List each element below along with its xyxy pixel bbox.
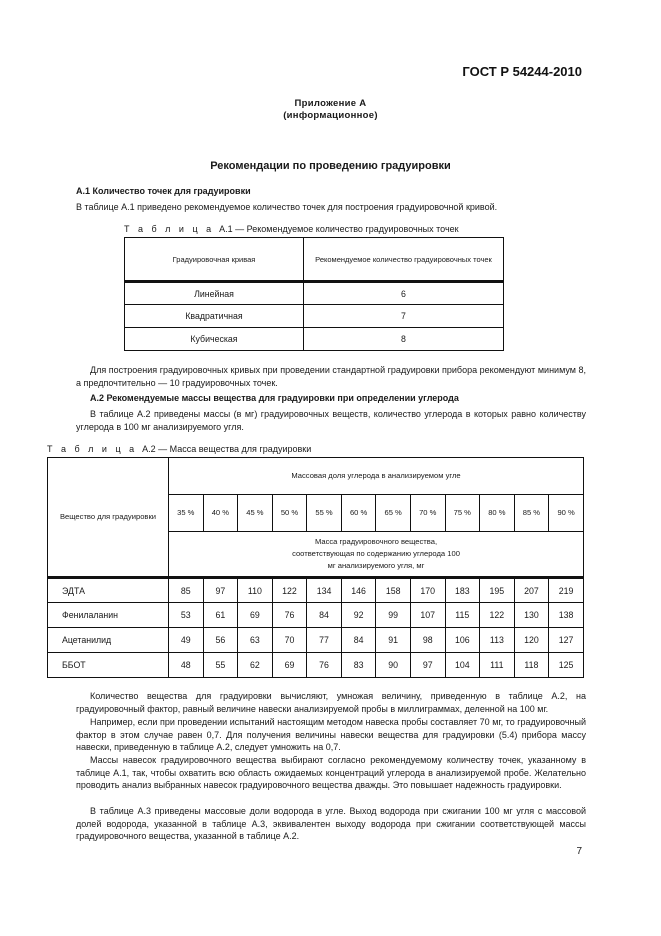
cell: 97	[410, 653, 445, 678]
substance-name: Фенилаланин	[48, 603, 169, 628]
cell: 69	[238, 603, 273, 628]
table-row	[125, 305, 504, 328]
percent-col: 35 %	[169, 495, 204, 532]
percent-col: 50 %	[272, 495, 307, 532]
appendix-subtitle: (информационное)	[283, 110, 378, 121]
percent-col: 55 %	[307, 495, 342, 532]
cell: 62	[238, 653, 273, 678]
cell: 76	[307, 653, 342, 678]
cell: 63	[238, 628, 273, 653]
percent-col: 90 %	[549, 495, 584, 532]
table-a1-curve: Линейная	[125, 282, 304, 305]
cell: 76	[272, 603, 307, 628]
document-code: ГОСТ Р 54244-2010	[462, 64, 582, 79]
table-a1-caption-text: А.1 — Рекомендуемое количество градуировочных точек	[219, 224, 459, 234]
table-a2	[47, 457, 584, 678]
cell: 115	[445, 603, 480, 628]
cell: 120	[514, 628, 549, 653]
cell: 69	[272, 653, 307, 678]
substance-name: ББОТ	[48, 653, 169, 678]
cell: 70	[272, 628, 307, 653]
paragraph-hydrogen: В таблице А.3 приведены массовые доли водорода в угле. Выход водорода при сжигании 100 мг угля с массовой долей водорода, указанной в таблице А.3, эквивалентен выходу водорода при сжигании соответствующей массы градуировочного вещества, указанной в таблице А.2.	[76, 806, 586, 842]
cell: 92	[341, 603, 376, 628]
percent-col: 75 %	[445, 495, 480, 532]
cell: 170	[410, 578, 445, 603]
section-a1-intro: В таблице А.1 приведено рекомендуемое количество точек для построения градуировочной кривой.	[76, 202, 498, 212]
cell: 134	[307, 578, 342, 603]
cell: 110	[238, 578, 273, 603]
table-a2-caption	[47, 444, 311, 454]
cell: 122	[480, 603, 515, 628]
cell: 77	[307, 628, 342, 653]
percent-col: 80 %	[480, 495, 515, 532]
substance-name: Ацетанилид	[48, 628, 169, 653]
table-a2-header-substance: Вещество для градуировки	[48, 458, 169, 578]
table-row	[48, 653, 584, 678]
table-a2-header-row-1	[48, 458, 584, 495]
table-a1-points: 8	[304, 328, 504, 351]
cell: 122	[272, 578, 307, 603]
table-row	[48, 603, 584, 628]
cell: 146	[341, 578, 376, 603]
cell: 127	[549, 628, 584, 653]
paragraph-min-points: Для построения градуировочных кривых при проведении стандартной градуировки прибора рекомендуют минимум 8, а предпочтительно — 10 градуировочных точек.	[76, 365, 586, 388]
cell: 107	[410, 603, 445, 628]
cell: 99	[376, 603, 411, 628]
cell: 138	[549, 603, 584, 628]
cell: 104	[445, 653, 480, 678]
cell: 83	[341, 653, 376, 678]
section-a1-heading: А.1 Количество точек для градуировки	[76, 186, 251, 196]
cell: 106	[445, 628, 480, 653]
paragraph-calculation: Количество вещества для градуировки вычисляют, умножая величину, приведенную в таблице А.2, на градуировочный фактор, равный величине навески анализируемой пробы в миллиграммах, деленной на 100 мг.	[76, 691, 586, 714]
table-row	[48, 628, 584, 653]
cell: 61	[203, 603, 238, 628]
percent-col: 70 %	[410, 495, 445, 532]
table-a2-header-mass: Масса градуировочного вещества, соответствующая по содержанию углерода 100 мг анализируемого угля, мг	[169, 532, 584, 578]
table-row	[125, 328, 504, 351]
paragraph-example: Например, если при проведении испытаний настоящим методом навеска пробы составляет 70 мг, то градуировочный фактор в этом случае равен 0,7. Для получения величины навески вещества для градуировки (5.4) прибора массу навески, приведенную в таблице А.2, следует умножить на 0,7.	[76, 717, 586, 753]
cell: 118	[514, 653, 549, 678]
table-a1-curve: Квадратичная	[125, 305, 304, 328]
cell: 49	[169, 628, 204, 653]
table-a1-caption-prefix: Т а б л и ц а	[124, 224, 215, 234]
cell: 53	[169, 603, 204, 628]
cell: 219	[549, 578, 584, 603]
cell: 97	[203, 578, 238, 603]
percent-col: 45 %	[238, 495, 273, 532]
cell: 48	[169, 653, 204, 678]
cell: 125	[549, 653, 584, 678]
cell: 111	[480, 653, 515, 678]
cell: 84	[341, 628, 376, 653]
table-row	[48, 578, 584, 603]
percent-col: 85 %	[514, 495, 549, 532]
page-number: 7	[576, 846, 582, 857]
table-a2-caption-text: А.2 — Масса вещества для градуировки	[142, 444, 312, 454]
table-a1-points: 7	[304, 305, 504, 328]
cell: 56	[203, 628, 238, 653]
table-a1-header-points: Рекомендуемое количество градуировочных точек	[304, 238, 504, 282]
table-a1-points: 6	[304, 282, 504, 305]
table-row	[125, 282, 504, 305]
cell: 207	[514, 578, 549, 603]
paragraph-sample-masses: Массы навесок градуировочного вещества выбирают согласно рекомендуемому количеству точек, указанному в таблице А.1, так, чтобы охватить всю область ожидаемых концентраций углерода в анализируемой пробе. Желательно проводить анализ выбранных навесок градуировочного вещества дважды. Это повышает надежность градуировки.	[76, 755, 586, 791]
percent-col: 60 %	[341, 495, 376, 532]
cell: 130	[514, 603, 549, 628]
cell: 98	[410, 628, 445, 653]
table-a1-header-row	[125, 238, 504, 282]
cell: 85	[169, 578, 204, 603]
cell: 84	[307, 603, 342, 628]
cell: 183	[445, 578, 480, 603]
table-a1	[124, 237, 504, 351]
substance-name: ЭДТА	[48, 578, 169, 603]
cell: 158	[376, 578, 411, 603]
cell: 195	[480, 578, 515, 603]
cell: 91	[376, 628, 411, 653]
section-a2-intro: В таблице А.2 приведены массы (в мг) градуировочных веществ, количество углерода в которых равно количеству углерода в 100 мг анализируемого угля.	[76, 409, 586, 432]
table-a2-header-fraction: Массовая доля углерода в анализируемом угле	[169, 458, 584, 495]
percent-col: 40 %	[203, 495, 238, 532]
table-a2-caption-prefix: Т а б л и ц а	[47, 444, 138, 454]
percent-col: 65 %	[376, 495, 411, 532]
page-title: Рекомендации по проведению градуировки	[210, 160, 451, 172]
section-a2-heading: А.2 Рекомендуемые массы вещества для градуировки при определении углерода	[90, 393, 459, 403]
cell: 113	[480, 628, 515, 653]
cell: 90	[376, 653, 411, 678]
table-a1-caption	[124, 224, 459, 234]
appendix-title: Приложение А	[294, 98, 367, 109]
cell: 55	[203, 653, 238, 678]
table-a1-curve: Кубическая	[125, 328, 304, 351]
table-a1-header-curve: Градуировочная кривая	[125, 238, 304, 282]
